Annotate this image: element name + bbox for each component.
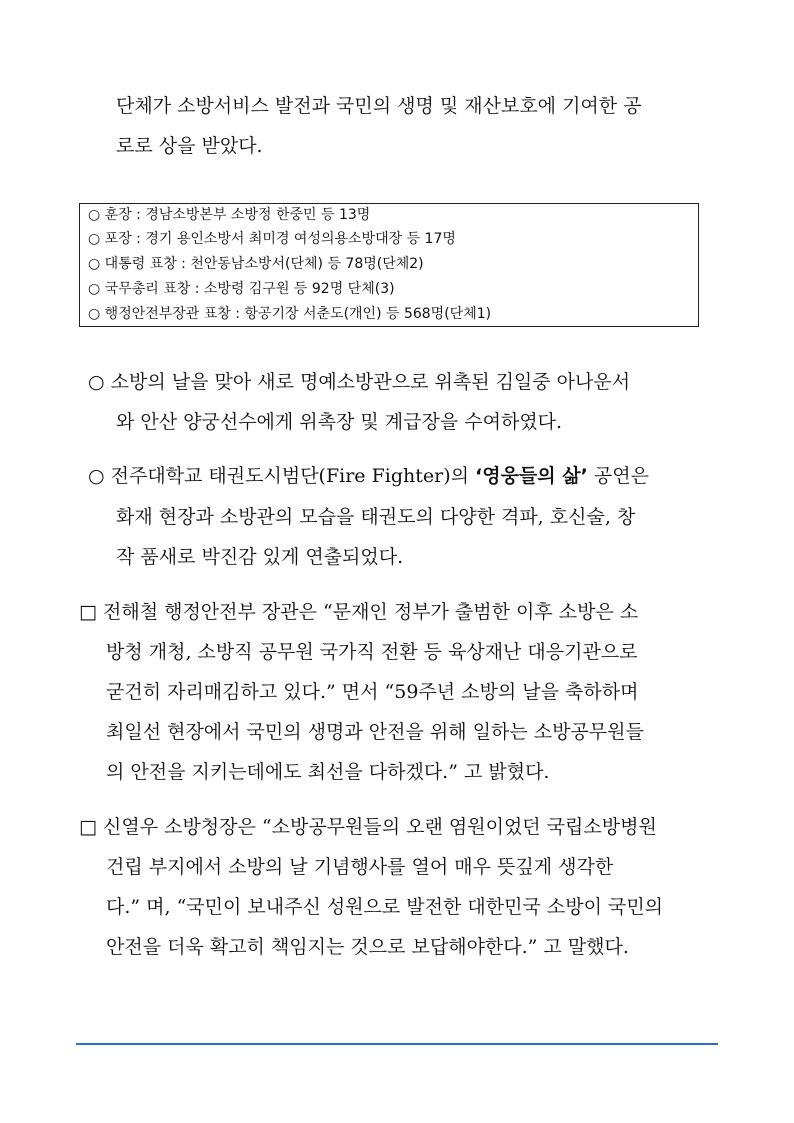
para4-line-1: □ 신열우 소방청장은 “소방공무원들의 오랜 염원이었던 국립소방병원	[79, 816, 657, 838]
para4-line-4: 안전을 더욱 확고히 책임지는 것으로 보답해야한다.” 고 말했다.	[106, 936, 629, 958]
para3-line-5: 의 안전을 지키는데에도 최선을 다하겠다.” 고 밝혔다.	[106, 761, 550, 783]
para3-line-2: 방청 개청, 소방직 공무원 국가직 전환 등 육상재난 대응기관으로	[106, 641, 638, 663]
para2-line-2: 화재 현장과 소방관의 모습을 태권도의 다양한 격파, 호신술, 창	[116, 506, 636, 528]
intro-line-1: 단체가 소방서비스 발전과 국민의 생명 및 재산보호에 기여한 공	[116, 95, 642, 117]
footer-rule	[76, 1043, 718, 1045]
para3-line-3: 굳건히 자리매김하고 있다.” 면서 “59주년 소방의 날을 축하하며	[106, 681, 639, 703]
performance-title: ‘영웅들의 삶’	[475, 465, 588, 487]
award-item-medal: ○ 포장 : 경기 용인소방서 최미경 여성의용소방대장 등 17명	[88, 231, 456, 247]
awards-box	[79, 203, 699, 327]
intro-line-2: 로로 상을 받았다.	[116, 135, 263, 157]
para2-line-1-post: 공연은	[587, 465, 649, 487]
award-item-minister: ○ 행정안전부장관 표창 : 항공기장 서춘도(개인) 등 568명(단체1)	[88, 306, 492, 322]
para2-line-3: 작 품새로 박진감 있게 연출되었다.	[116, 546, 404, 568]
para4-line-3: 다.” 며, “국민이 보내주신 성원으로 발전한 대한민국 소방이 국민의	[106, 896, 664, 918]
para1-line-1: ○ 소방의 날을 맞아 새로 명예소방관으로 위촉된 김일중 아나운서	[88, 371, 631, 393]
award-item-order-of-merit: ○ 훈장 : 경남소방본부 소방정 한중민 등 13명	[88, 207, 371, 223]
para1-line-2: 와 안산 양궁선수에게 위촉장 및 계급장을 수여하였다.	[116, 411, 563, 433]
para2-line-1-pre: ○ 전주대학교 태권도시범단(Fire Fighter)의	[88, 465, 476, 487]
para3-line-1: □ 전해철 행정안전부 장관은 “문재인 정부가 출범한 이후 소방은 소	[79, 601, 639, 623]
para4-line-2: 건립 부지에서 소방의 날 기념행사를 열어 매우 뜻깊게 생각한	[106, 856, 614, 878]
award-item-prime-minister: ○ 국무총리 표창 : 소방령 김구원 등 92명 단체(3)	[88, 281, 395, 297]
para2-line-1	[88, 467, 649, 486]
award-item-presidential: ○ 대통령 표창 : 천안동남소방서(단체) 등 78명(단체2)	[88, 256, 424, 272]
para3-line-4: 최일선 현장에서 국민의 생명과 안전을 위해 일하는 소방공무원들	[106, 721, 644, 743]
